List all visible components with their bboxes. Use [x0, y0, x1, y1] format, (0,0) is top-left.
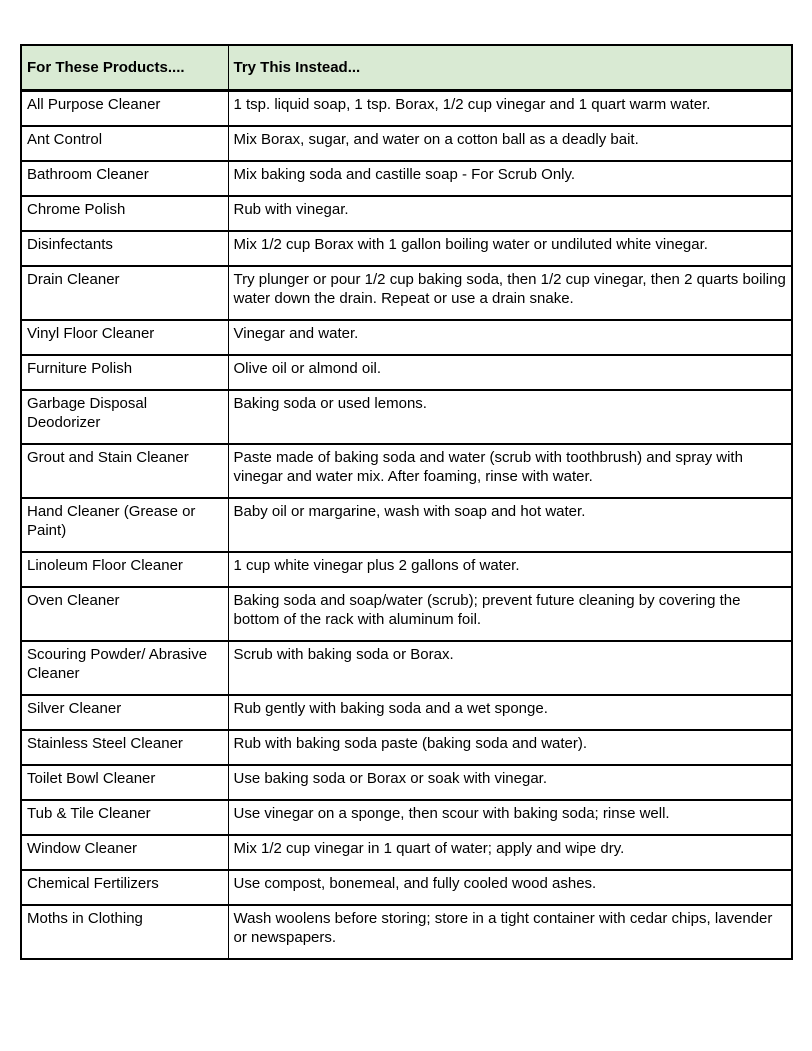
alternative-cell: 1 tsp. liquid soap, 1 tsp. Borax, 1/2 cup vinegar and 1 quart warm water.	[228, 91, 792, 127]
alternative-cell: 1 cup white vinegar plus 2 gallons of water.	[228, 552, 792, 587]
product-cell: Moths in Clothing	[21, 905, 228, 959]
product-cell: Tub & Tile Cleaner	[21, 800, 228, 835]
alternative-cell: Mix 1/2 cup Borax with 1 gallon boiling water or undiluted white vinegar.	[228, 231, 792, 266]
table-row	[21, 695, 792, 730]
table-row	[21, 355, 792, 390]
table-row	[21, 498, 792, 552]
alternative-cell: Baking soda and soap/water (scrub); prevent future cleaning by covering the bottom of the rack with aluminum foil.	[228, 587, 792, 641]
table-row	[21, 835, 792, 870]
product-cell: Chemical Fertilizers	[21, 870, 228, 905]
alternative-cell: Use vinegar on a sponge, then scour with baking soda; rinse well.	[228, 800, 792, 835]
product-cell: Scouring Powder/ Abrasive Cleaner	[21, 641, 228, 695]
table-row	[21, 390, 792, 444]
table-row	[21, 161, 792, 196]
alternative-cell: Rub with baking soda paste (baking soda and water).	[228, 730, 792, 765]
alternative-cell: Mix Borax, sugar, and water on a cotton ball as a deadly bait.	[228, 126, 792, 161]
alternative-cell: Try plunger or pour 1/2 cup baking soda, then 1/2 cup vinegar, then 2 quarts boiling water down the drain. Repeat or use a drain snake.	[228, 266, 792, 320]
product-cell: Drain Cleaner	[21, 266, 228, 320]
table-row	[21, 444, 792, 498]
column-header-products: For These Products....	[21, 45, 228, 91]
product-cell: Vinyl Floor Cleaner	[21, 320, 228, 355]
table-row	[21, 196, 792, 231]
product-cell: Disinfectants	[21, 231, 228, 266]
table-row	[21, 587, 792, 641]
table-row	[21, 870, 792, 905]
product-cell: Window Cleaner	[21, 835, 228, 870]
product-cell: All Purpose Cleaner	[21, 91, 228, 127]
product-cell: Silver Cleaner	[21, 695, 228, 730]
table-row	[21, 730, 792, 765]
product-cell: Chrome Polish	[21, 196, 228, 231]
alternative-cell: Olive oil or almond oil.	[228, 355, 792, 390]
alternative-cell: Wash woolens before storing; store in a tight container with cedar chips, lavender or newspapers.	[228, 905, 792, 959]
table-row	[21, 552, 792, 587]
document-page	[20, 44, 793, 960]
alternative-cell: Baking soda or used lemons.	[228, 390, 792, 444]
alternative-cell: Vinegar and water.	[228, 320, 792, 355]
table-row	[21, 641, 792, 695]
column-header-instead: Try This Instead...	[228, 45, 792, 91]
alternative-cell: Rub with vinegar.	[228, 196, 792, 231]
product-cell: Toilet Bowl Cleaner	[21, 765, 228, 800]
product-cell: Stainless Steel Cleaner	[21, 730, 228, 765]
table-row	[21, 765, 792, 800]
product-cell: Grout and Stain Cleaner	[21, 444, 228, 498]
alternative-cell: Rub gently with baking soda and a wet sponge.	[228, 695, 792, 730]
alternative-cell: Mix baking soda and castille soap - For Scrub Only.	[228, 161, 792, 196]
alternative-cell: Use compost, bonemeal, and fully cooled wood ashes.	[228, 870, 792, 905]
product-cell: Hand Cleaner (Grease or Paint)	[21, 498, 228, 552]
table-row	[21, 266, 792, 320]
alternative-cell: Mix 1/2 cup vinegar in 1 quart of water; apply and wipe dry.	[228, 835, 792, 870]
table-row	[21, 800, 792, 835]
alternative-cell: Baby oil or margarine, wash with soap and hot water.	[228, 498, 792, 552]
product-cell: Furniture Polish	[21, 355, 228, 390]
product-cell: Linoleum Floor Cleaner	[21, 552, 228, 587]
table-row	[21, 231, 792, 266]
product-cell: Oven Cleaner	[21, 587, 228, 641]
table-row	[21, 320, 792, 355]
product-cell: Ant Control	[21, 126, 228, 161]
table-row	[21, 905, 792, 959]
alternative-cell: Paste made of baking soda and water (scrub with toothbrush) and spray with vinegar and water mix. After foaming, rinse with water.	[228, 444, 792, 498]
alternative-cell: Scrub with baking soda or Borax.	[228, 641, 792, 695]
green-alternatives-table	[20, 44, 793, 960]
header-row	[21, 45, 792, 91]
table-row	[21, 126, 792, 161]
product-cell: Bathroom Cleaner	[21, 161, 228, 196]
alternative-cell: Use baking soda or Borax or soak with vinegar.	[228, 765, 792, 800]
product-cell: Garbage Disposal Deodorizer	[21, 390, 228, 444]
table-row	[21, 91, 792, 127]
